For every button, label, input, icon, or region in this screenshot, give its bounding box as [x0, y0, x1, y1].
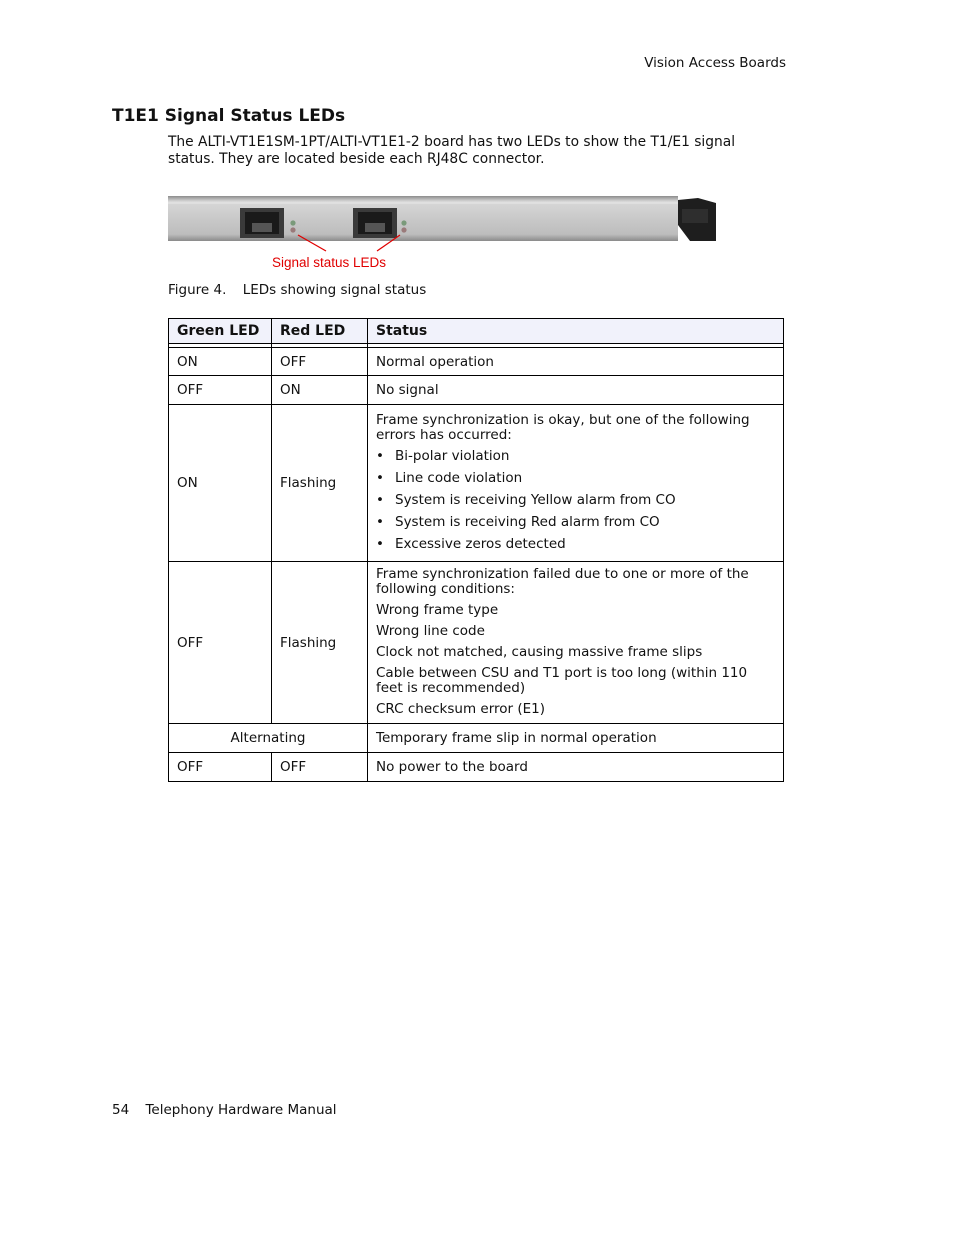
red-led-cell: Flashing — [272, 562, 368, 724]
board-figure — [168, 195, 718, 275]
header-status: Status — [368, 319, 784, 344]
status-cell: Temporary frame slip in normal operation — [368, 724, 784, 753]
table-row — [169, 562, 784, 724]
header-green-led: Green LED — [169, 319, 272, 344]
status-cell: No signal — [368, 376, 784, 405]
table-row — [169, 724, 784, 753]
condition-item: Cable between CSU and T1 port is too long (within 110 feet is recommended) — [376, 665, 748, 696]
status-cell: No power to the board — [368, 753, 784, 782]
condition-item: Wrong line code — [376, 623, 485, 639]
status-cell — [368, 562, 784, 724]
manual-title: Telephony Hardware Manual — [145, 1102, 337, 1118]
red-led-cell: ON — [272, 376, 368, 405]
list-item: • System is receiving Yellow alarm from CO — [376, 493, 775, 508]
list-item: • Line code violation — [376, 471, 775, 486]
figure-caption-text: LEDs showing signal status — [242, 282, 427, 298]
figure-caption — [168, 282, 426, 298]
rj48c-connector-2 — [353, 208, 397, 238]
table-row — [169, 348, 784, 376]
green-led-cell: OFF — [169, 562, 272, 724]
table-row — [169, 753, 784, 782]
condition-item: Wrong frame type — [376, 602, 499, 618]
green-led-cell: OFF — [169, 376, 272, 405]
callout-label: Signal status LEDs — [271, 255, 387, 270]
list-item: • System is receiving Red alarm from CO — [376, 515, 775, 530]
condition-item: Clock not matched, causing massive frame slips — [376, 644, 703, 660]
green-led-cell: OFF — [169, 753, 272, 782]
status-cell — [368, 405, 784, 562]
figure-number: Figure 4. — [168, 282, 227, 298]
intro-paragraph: The ALTI-VT1E1SM-1PT/ALTI-VT1E1-2 board has two LEDs to show the T1/E1 signal status. They are located beside each RJ48C connector. — [168, 134, 736, 167]
error-list — [376, 449, 775, 552]
board-faceplate-image — [168, 195, 718, 275]
list-item: • Excessive zeros detected — [376, 537, 775, 552]
table-header-row — [169, 319, 784, 344]
list-item: • Bi-polar violation — [376, 449, 775, 464]
red-led-cell: OFF — [272, 348, 368, 376]
table-row — [169, 405, 784, 562]
alternating-cell: Alternating — [169, 724, 368, 753]
status-description: Frame synchronization is okay, but one of the following errors has occurred: — [376, 412, 750, 443]
red-led-cell: OFF — [272, 753, 368, 782]
ejector-handle — [678, 198, 716, 241]
status-description: Frame synchronization failed due to one or more of the following conditions: — [376, 566, 749, 597]
section-title: T1E1 Signal Status LEDs — [112, 106, 346, 126]
led-status-table — [168, 318, 784, 782]
green-led-cell: ON — [169, 405, 272, 562]
running-header: Vision Access Boards — [644, 55, 786, 71]
rj48c-connector-1 — [240, 208, 284, 238]
page-number: 54 — [112, 1102, 130, 1118]
page-footer — [112, 1102, 337, 1118]
condition-item: CRC checksum error (E1) — [376, 701, 546, 717]
red-led-cell: Flashing — [272, 405, 368, 562]
table-row — [169, 376, 784, 405]
green-led-cell: ON — [169, 348, 272, 376]
status-cell: Normal operation — [368, 348, 784, 376]
header-red-led: Red LED — [272, 319, 368, 344]
